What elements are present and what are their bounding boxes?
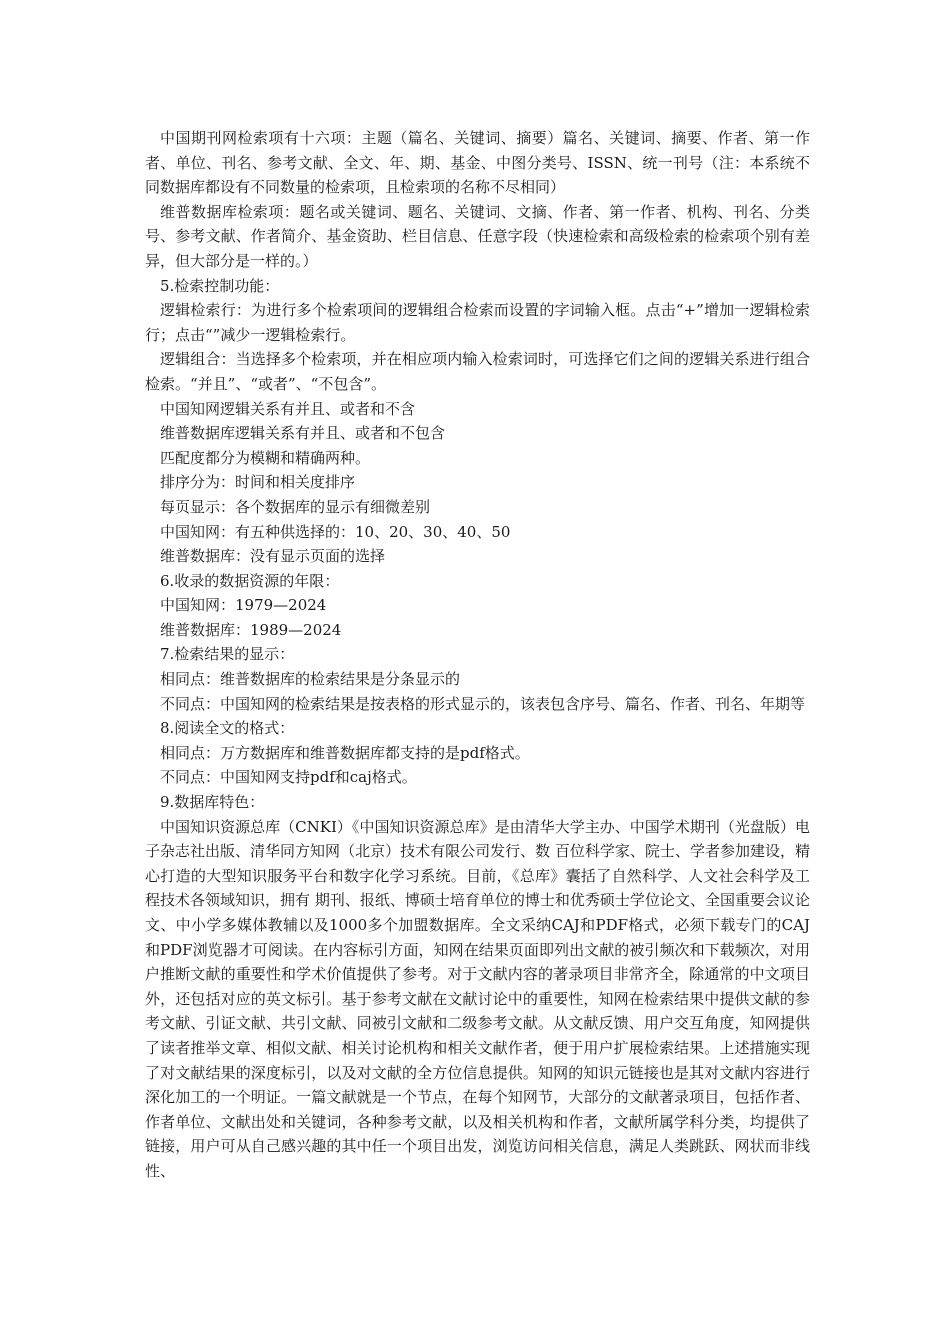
paragraph-format-same: 相同点：万方数据库和维普数据库都支持的是pdf格式。 <box>160 743 530 762</box>
paragraph-results-same: 相同点：维普数据库的检索结果是分条显示的 <box>160 670 461 689</box>
paragraph-results-diff: 不同点：中国知网的检索结果是按表格的形式显示的，该表包含序号、篇名、作者、刊名、年期等 <box>160 694 806 713</box>
section-heading-9: 9.数据库特色： <box>160 793 265 812</box>
paragraph-logic-search-row: 逻辑检索行：为进行多个检索项间的逻辑组合检索而设置的字词输入框。点击“+”增加一逻辑检索行；点击“”减少一逻辑检索行。 <box>145 301 810 344</box>
paragraph-vip-search-fields: 维普数据库检索项：题名或关键词、题名、关键词、文摘、作者、第一作者、机构、刊名、分类号、参考文献、作者简介、基金资助、栏目信息、任意字段（快速检索和高级检索的检索项个别有差异，但大部分是一样的。） <box>145 202 810 270</box>
document-body <box>145 126 810 1184</box>
paragraph-per-page: 每页显示：各个数据库的显示有细微差别 <box>160 497 431 516</box>
section-heading-8: 8.阅读全文的格式： <box>160 719 295 738</box>
paragraph-cnki-per-page: 中国知网：有五种供选择的：10、20、30、40、50 <box>160 522 511 541</box>
paragraph-vip-logic: 维普数据库逻辑关系有并且、或者和不包含 <box>160 424 446 443</box>
paragraph-logic-combination: 逻辑组合：当选择多个检索项，并在相应项内输入检索词时，可选择它们之间的逻辑关系进行组合检索。“并且”、“或者”、“不包含”。 <box>145 350 810 393</box>
section-heading-6: 6.收录的数据资源的年限： <box>160 571 340 590</box>
paragraph-sorting: 排序分为：时间和相关度排序 <box>160 473 356 492</box>
paragraph-vip-per-page: 维普数据库：没有显示页面的选择 <box>160 547 386 566</box>
paragraph-cnki-features: 中国知识资源总库（CNKI）《中国知识资源总库》是由清华大学主办、中国学术期刊（光盘版）电子杂志社出版、清华同方知网（北京）技术有限公司发行、数 百位科学家、院士、学者参加建设，精心打造的大型知识服务平台和数字化学习系统。目前，《总库》囊括了自然科学、人文社会科学及工程技术各领域知识，拥有 期刊、报纸、博硕士培育单位的博士和优秀硕士学位论文、全国重要会议论文、中小学多媒体教辅以及1000多个加盟数据库。全文采纳CAJ和PDF格式，必须下载专门的CAJ和PDF浏览器才可阅读。在内容标引方面，知网在结果页面即列出文献的被引频次和下载频次，对用户推断文献的重要性和学术价值提供了参考。对于文献内容的著录项目非常齐全，除通常的中文项目外，还包括对应的英文标引。基于参考文献在文献讨论中的重要性，知网在检索结果中提供文献的参考文献、引证文献、共引文献、同被引文献和二级参考文献。从文献反馈、用户交互角度，知网提供了读者推举文章、相似文献、相关讨论机构和相关文献作者，便于用户扩展检索结果。上述措施实现了对文献结果的深度标引，以及对文献的全方位信息提供。知网的知识元链接也是其对文献内容进行深化加工的一个明证。一篇文献就是一个节点，在每个知网节，大部分的文献著录项目，包括作者、作者单位、文献出处和关键词，各种参考文献，以及相关机构和作者，文献所属学科分类，均提供了链接，用户可从自己感兴趣的其中任一个项目出发，浏览访问相关信息，满足人类跳跃、网状而非线性、 <box>145 817 810 1180</box>
section-heading-7: 7.检索结果的显示： <box>160 645 295 664</box>
section-heading-5: 5.检索控制功能： <box>160 276 280 295</box>
paragraph-match-degree: 匹配度都分为模糊和精确两种。 <box>160 448 371 467</box>
paragraph-format-diff: 不同点：中国知网支持pdf和caj格式。 <box>160 768 417 787</box>
paragraph-cnki-logic: 中国知网逻辑关系有并且、或者和不含 <box>160 399 416 418</box>
paragraph-cnki-search-fields: 中国期刊网检索项有十六项：主题（篇名、关键词、摘要）篇名、关键词、摘要、作者、第一作者、单位、刊名、参考文献、全文、年、期、基金、中图分类号、ISSN、统一刊号（注：本系统不同数据库都设有不同数量的检索项，且检索项的名称不尽相同） <box>145 129 810 197</box>
paragraph-vip-years: 维普数据库：1989—2024 <box>160 620 342 639</box>
paragraph-cnki-years: 中国知网：1979—2024 <box>160 596 327 615</box>
